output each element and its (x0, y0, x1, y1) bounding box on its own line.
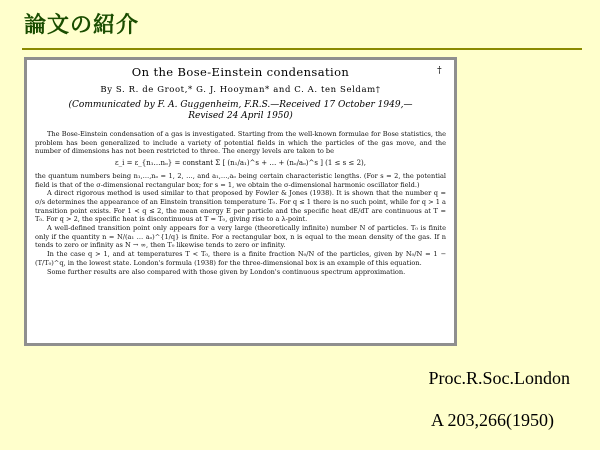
slide-title: 論文の紹介 (24, 13, 140, 38)
paper-title: On the Bose-Einstein condensation (131, 65, 350, 79)
abstract-paragraph-2: A direct rigorous method is used similar to that proposed by Fowler & Jones (1938). It is shown that the number q = σ/s determines the appearance of an Einstein transition temperature T₀. For q ≤ 1 there is no such point, while for q > 1 a transition point exists. For 1 < q ≤ 2, the mean energy E per particle and the specific heat dE/dT are continuous at T = T₀. For q > 2, the specific heat is discontinuous at T = T₀, giving rise to a λ-point. (35, 189, 446, 224)
reference-journal: Proc.R.Soc.London (428, 368, 570, 388)
paper-communication (31, 100, 450, 122)
paper-content (31, 63, 450, 340)
paper-abstract (31, 130, 450, 276)
abstract-paragraph-1: The Bose-Einstein condensation of a gas is investigated. Starting from the well-known formulae for Bose statistics, the problem has been generalized to include a variety of potential fields in which the particles of the gas move, and the number of dimensions has not been restricted to three. The energy levels are taken to be (35, 130, 446, 156)
communication-line-2: Revised 24 April 1950) (188, 111, 293, 121)
communication-line-1: (Communicated by F. A. Guggenheim, F.R.S.—Received 17 October 1949,— (68, 100, 413, 110)
abstract-paragraph-1b: the quantum numbers being n₁,…,nₒ = 1, 2, …, and a₁,…,aₒ being certain characteristic lengths. (For s = 2, the potential field is that of the σ-dimensional rectangular box; for s = 1, we obtain the σ-dimensional harmonic oscillator field.) (35, 171, 446, 189)
paper-title-mark: † (437, 66, 442, 76)
abstract-paragraph-3: A well-defined transition point only appears for a very large (theoretically infinite) number N of particles. T₀ is finite only if the quantity n = N/(a₁ … aₒ)^{1/q} is finite. For a rectangular box, n is equal to the mean density of the gas. If n tends to zero or infinity as N → ∞, then T₀ likewise tends to zero or infinity. (35, 224, 446, 250)
paper-authors: By S. R. de Groot,* G. J. Hooyman* and C. A. ten Seldam† (100, 85, 381, 95)
paper-title-row (31, 65, 450, 79)
reference-volume: A 203,266(1950) (431, 410, 554, 430)
abstract-paragraph-4: In the case q > 1, and at temperatures T < T₀, there is a finite fraction N₀/N of the particles, given by N₀/N = 1 − (T/T₀)^q, in the lowest state. London's formula (1938) for the three-dimensional box is an example of this equation. (35, 250, 446, 267)
title-divider (22, 48, 582, 50)
paper-abstract-image (24, 57, 457, 346)
energy-equation: ε_i = ε_{n₁…nₒ} = constant Σ [ (n₁/a₁)^s + … + (nₒ/aₒ)^s ] (1 ≤ s ≤ 2), (114, 159, 366, 168)
abstract-paragraph-5: Some further results are also compared with those given by London's continuous spectrum approximation. (47, 267, 406, 276)
